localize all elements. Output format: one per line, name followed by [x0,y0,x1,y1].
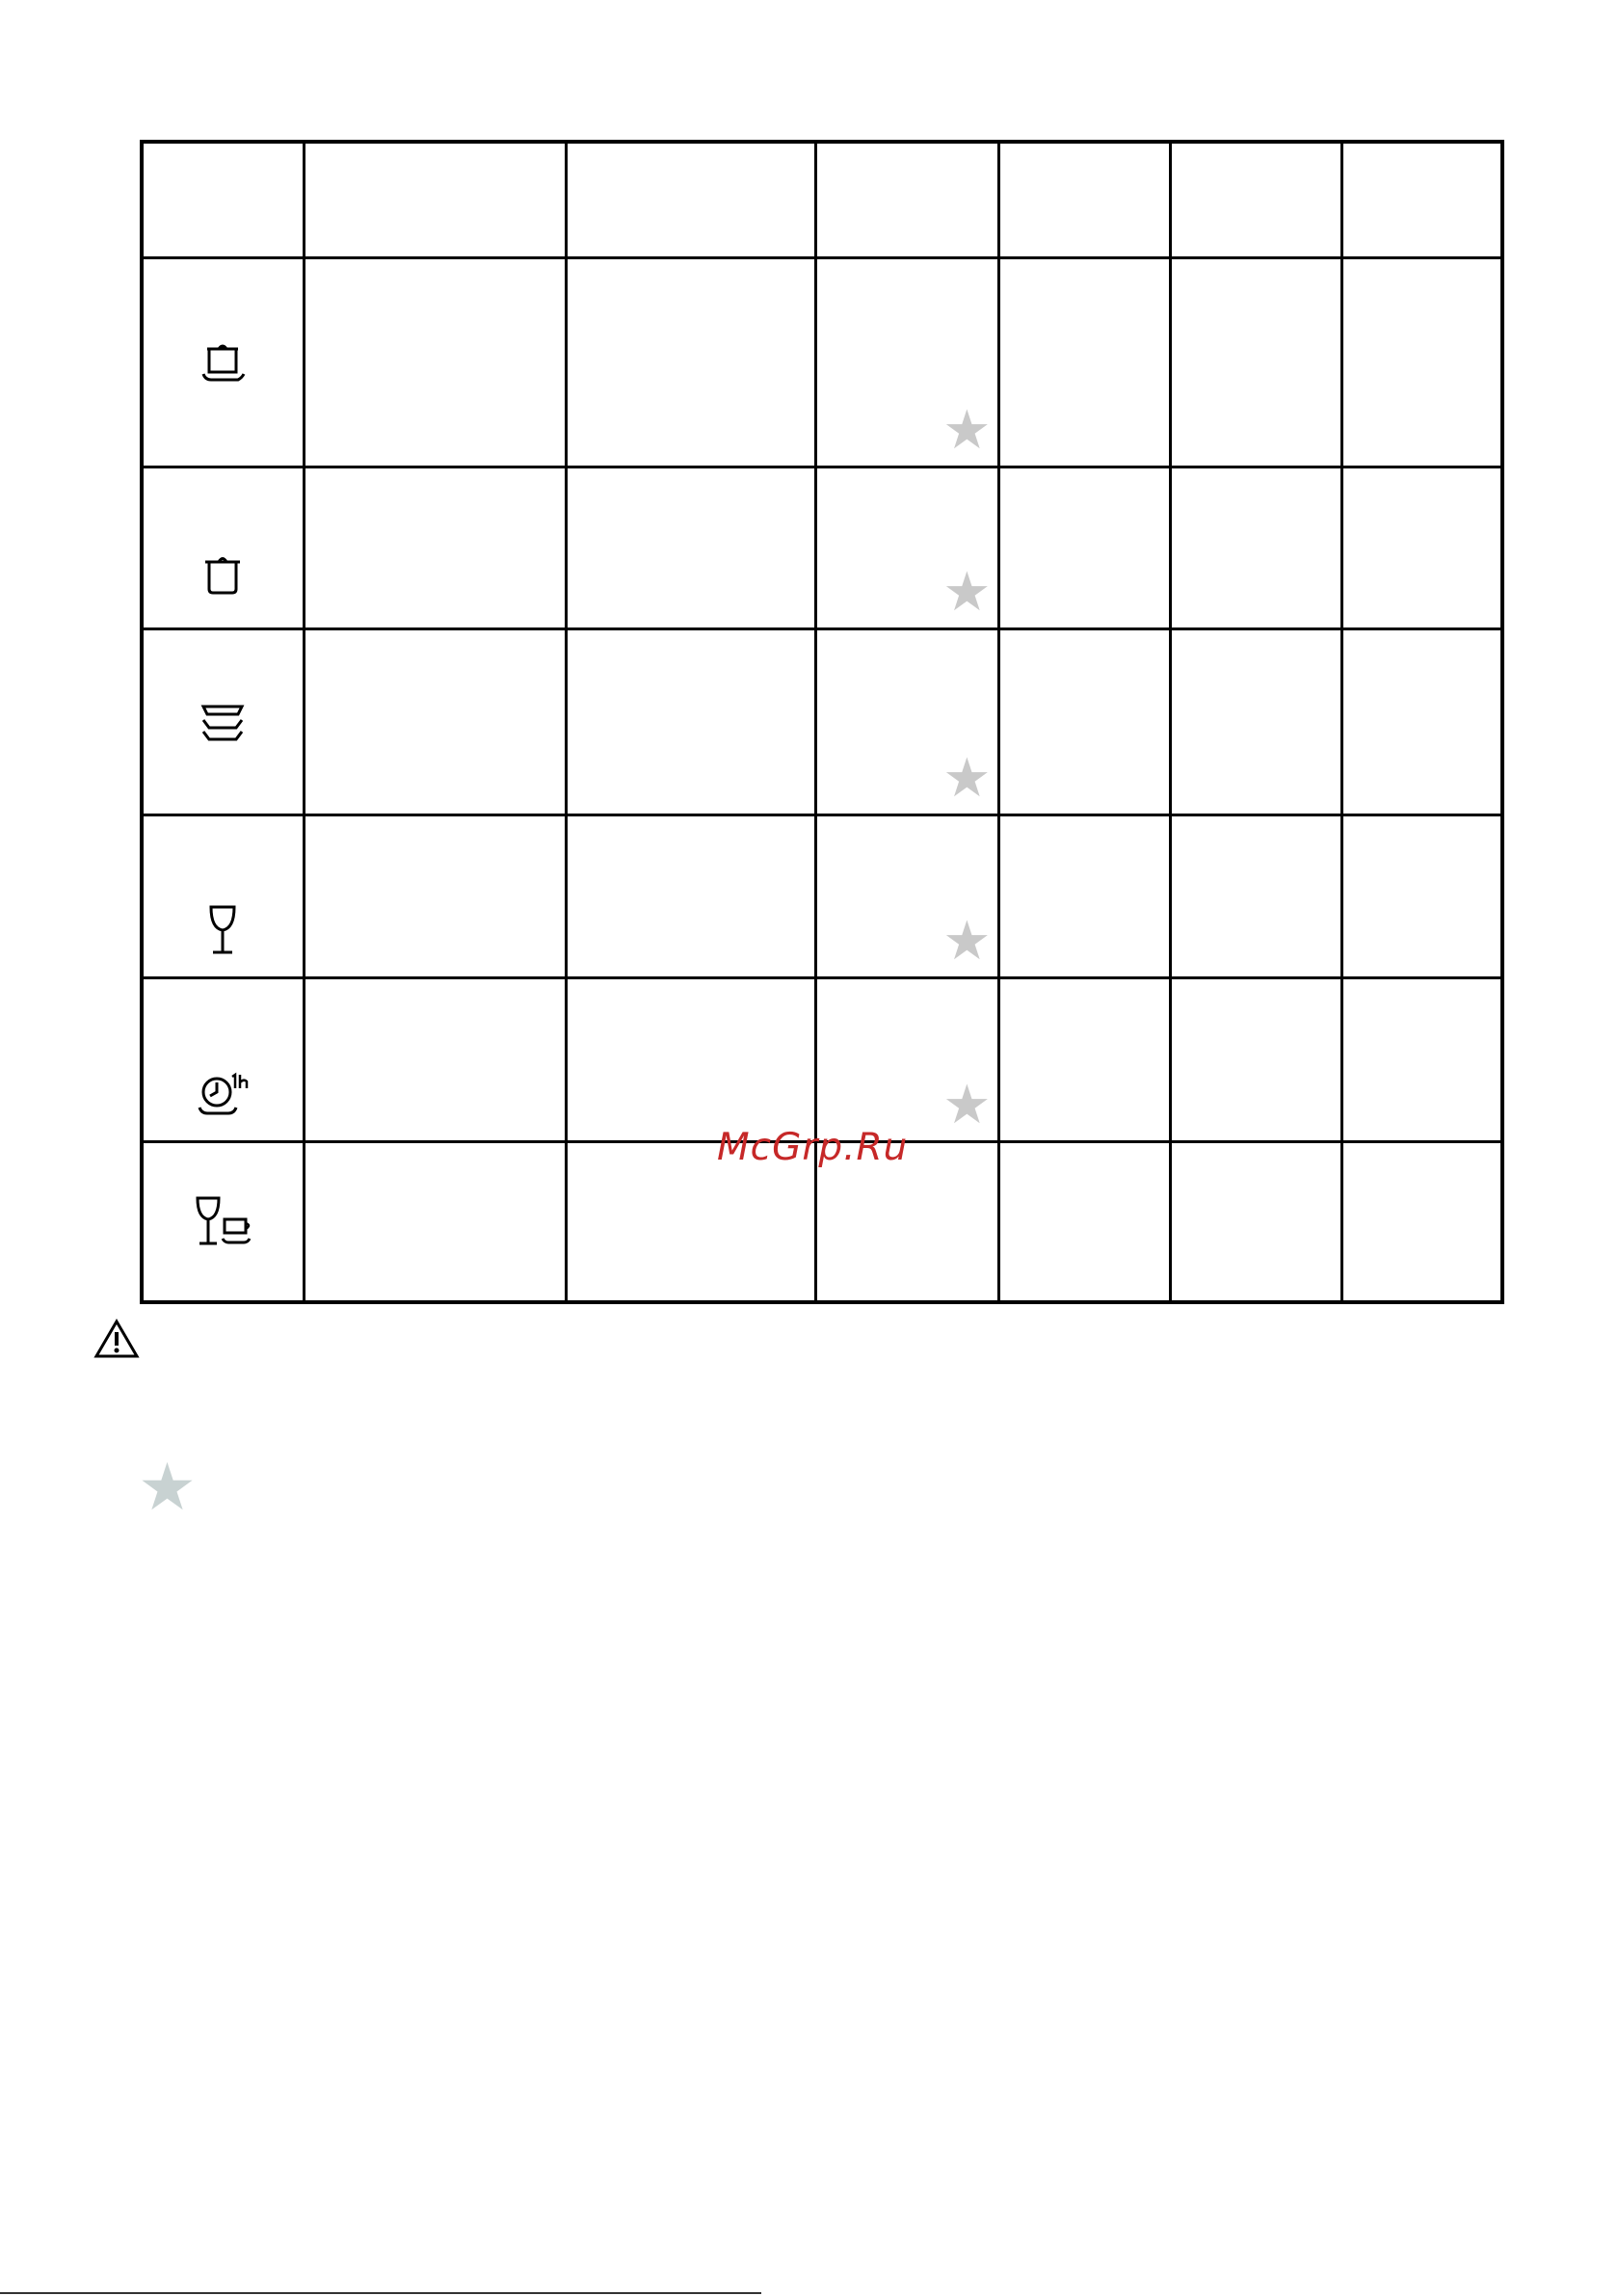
table-cell [998,814,1170,977]
star-marker-icon: ★ [942,398,992,462]
table-cell [304,977,566,1141]
table-cell [998,467,1170,628]
table-row [142,467,1502,628]
table-cell [566,628,815,814]
table-cell [1170,257,1341,467]
header-cell [142,142,304,257]
table-row [142,628,1502,814]
table-cell [998,628,1170,814]
table-cell [566,977,815,1141]
table-row [142,977,1502,1141]
table-cell [1341,467,1502,628]
watermark-text: McGrp.Ru [717,1126,909,1169]
table-cell [815,977,998,1141]
program-icon-cell [142,257,304,467]
header-cell [815,142,998,257]
star-marker-icon: ★ [942,1073,992,1136]
clock-1h-icon [194,1071,252,1119]
table-cell [998,977,1170,1141]
table-cell [304,257,566,467]
table-cell [1170,467,1341,628]
table-cell [1341,257,1502,467]
table-cell [815,467,998,628]
pot-with-dish-icon [196,339,250,386]
star-marker-icon: ★ [942,560,992,624]
program-icon-cell [142,977,304,1141]
table-row [142,814,1502,977]
table-cell [566,257,815,467]
table-cell [815,257,998,467]
program-icon-cell [142,814,304,977]
header-cell [998,142,1170,257]
table-cell [1170,1141,1341,1302]
table-cell [998,1141,1170,1302]
table-cell [815,814,998,977]
table-cell [1170,814,1341,977]
header-cell [1341,142,1502,257]
table-cell [304,628,566,814]
program-icon-cell [142,467,304,628]
table-cell [566,814,815,977]
table-cell [1341,814,1502,977]
table-cell [1341,628,1502,814]
warning-triangle-icon [93,1319,140,1359]
glass-and-cup-icon [192,1194,253,1248]
table-cell [1341,977,1502,1141]
table-row [142,257,1502,467]
program-icon-cell [142,1141,304,1302]
table-cell [304,467,566,628]
header-cell [1170,142,1341,257]
header-cell [566,142,815,257]
table-cell [815,628,998,814]
table-cell [566,467,815,628]
stacked-plates-icon [196,699,250,745]
table-cell [998,257,1170,467]
table-cell [1341,1141,1502,1302]
table-cell [304,814,566,977]
pot-icon [196,550,250,597]
star-marker-icon: ★ [942,746,992,810]
wine-glass-icon [203,903,242,957]
legend-star-icon: ★ [138,1450,197,1526]
footer-divider [0,2292,761,2294]
star-marker-icon: ★ [942,909,992,973]
table-cell [304,1141,566,1302]
header-cell [304,142,566,257]
program-icon-cell [142,628,304,814]
header-row [142,142,1502,257]
table-cell [1170,977,1341,1141]
table-cell [1170,628,1341,814]
